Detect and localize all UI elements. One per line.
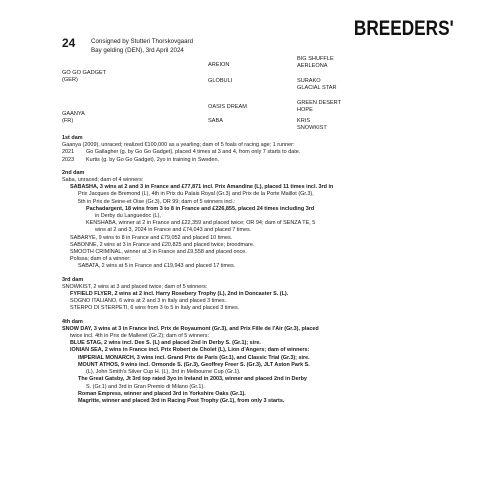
fourth-dam-line: twice incl. 4th in Prix de Malleret (Gr.2); dam of 5 winners: (70, 333, 210, 340)
dd-dam: SNOWKIST (297, 125, 327, 131)
third-dam-line: FYFIELD FLYER, 2 wins at 2 incl. Harry Rosebery Trophy (L), 2nd in Doncaster S. (L). (70, 291, 289, 298)
second-dam-line: Polissa; dam of a winner: (70, 256, 131, 263)
sire-country: (GER) (62, 77, 78, 83)
ds-dam: HOPE (297, 107, 313, 113)
dam-sire: OASIS DREAM (208, 104, 247, 110)
sd-sire: SURAKO (297, 78, 321, 84)
foal-text: Go Gallagher (g. by Go Go Gadget), placed 4 times at 3 and 4, from only 7 starts to date. (86, 149, 301, 156)
second-dam-line: SABASHA, 3 wins at 2 and 3 in France and £77,871 incl. Prix Amandine (L), placed 11 times incl. 3rd in (70, 184, 334, 191)
fourth-dam-line: Magritte, winner and placed 3rd in Racing Post Trophy (Gr.1), from only 3 starts. (78, 397, 285, 404)
ss-dam: AERLEONA (297, 63, 328, 69)
third-dam-line: SOGNO ITALIANO, 6 wins at 2 and 3 in Italy and placed 3 times. (70, 298, 227, 305)
horse-description: Bay gelding (DEN), 3rd April 2024 (91, 46, 184, 54)
breeders-logo: BREEDERS' (354, 17, 454, 40)
second-dam-line: SABATA, 2 wins at 5 in France and £19,943 and placed 17 times. (78, 263, 236, 270)
dam: GAANYA (62, 111, 85, 117)
fourth-dam-line: S. (Gr.1) and 3rd in Gran Premio di Milano (Gr.1). (86, 383, 205, 390)
second-dam-line: SMOOTH CRIMINAL, winner at 3 in France and £9,558 and placed once. (70, 249, 247, 256)
sire-sire: AREION (208, 62, 230, 68)
consignor: Consigned by Stutteri Thorskovgaard (91, 38, 194, 45)
sire-dam: GLOBULI (208, 78, 233, 84)
foal-year: 2021 (62, 149, 75, 156)
fourth-dam-line: SNOW DAY, 3 wins at 3 in France incl. Prix de Royaumont (Gr.3), and Prix Fille de l'Air (Gr.3), placed (62, 325, 319, 332)
second-dam-line: SABARYE, 9 wins to 8 in France and £79,052 and placed 10 times. (70, 234, 233, 241)
foal-year: 2023 (62, 156, 75, 163)
sd-dam: GLACIAL STAR (297, 85, 337, 91)
fourth-dam-line: Roman Empress, winner and placed 3rd in Yorkshire Oaks (Gr.1). (78, 390, 246, 397)
second-dam-line: SABONNE, 2 wins at 3 in France and £20,825 and placed twice; broodmare. (70, 241, 255, 248)
fourth-dam-line: IONIAN SEA, 2 wins in France incl. Prix Robert de Cholet (L), Lion d'Angers; dam of winners: (70, 347, 310, 354)
fourth-dam-line: (L), John Smith's Silver Cup H. (L), 3rd in Melbourne Cup (Gr.1). (86, 369, 241, 376)
foal-text: Kurtis (g. by Go Go Gadget), 2yo in training in Sweden. (86, 156, 219, 163)
second-dam-line: wins at 2 and 3, 2024 in France and £74,043 and placed 7 times. (95, 227, 252, 234)
sire: GO GO GADGET (62, 70, 107, 76)
second-dam-intro: Saba, unraced; dam of 4 winners: (62, 177, 144, 184)
fourth-dam-line: MOUNT ATHOS, 9 wins incl. Ormonde S. (Gr.3), Geoffrey Freer S. (Gr.3), JLT Aston Park S. (78, 361, 310, 368)
catalogue-body (62, 135, 462, 405)
second-dam-heading: 2nd dam (62, 169, 85, 176)
fourth-dam-heading: 4th dam (62, 318, 83, 325)
first-dam-heading: 1st dam (62, 135, 83, 141)
second-dam-line: 5th in Prix de Seine-et Oise (Gr.3), OR 99; dam of 5 winners incl.: (78, 198, 236, 205)
consignment-info (91, 38, 193, 55)
first-dam-text: Gaanya (2009), unraced; realized €100,000 as a yearling; dam of 5 foals of racing age; 1 runner: (62, 142, 295, 149)
fourth-dam-line: IMPERIAL MONARCH, 3 wins incl. Grand Prix de Paris (Gr.1), and Classic Trial (Gr.3); sire. (78, 354, 310, 361)
third-dam-intro: SNOWKIST, 2 wins at 3 and placed twice; dam of 5 winners: (62, 283, 208, 290)
second-dam-line: KENSHABA, winner at 2 in France and £22,359 and placed twice; OR 94; dam of SENZA TE, 5 (86, 220, 316, 227)
dd-sire: KRIS (297, 118, 311, 124)
dam-country: (FR) (62, 118, 74, 124)
dam-dam: SABA (208, 118, 223, 124)
foal-row (62, 157, 462, 164)
fourth-dam-line: The Great Gatsby, Jt 3rd top rated 3yo in Ireland in 2003, winner and placed 2nd in Derby (78, 376, 307, 383)
lot-number: 24 (62, 36, 76, 50)
third-dam-heading: 3rd dam (62, 276, 84, 283)
second-dam-line: in Derby du Languedoc (L), (95, 213, 161, 220)
second-dam-line: Pachadargent, 18 wins from 3 to 8 in France and £226,855, placed 24 times including 3rd (86, 205, 315, 212)
ss-sire: BIG SHUFFLE (297, 56, 334, 62)
fourth-dam-line: BLUE STAG, 2 wins incl. Dee S. (L) and placed 2nd in Derby S. (Gr.1); sire. (70, 340, 261, 347)
third-dam-line: STERPO DI STERPETI, 6 wins from 3 to 5 in Italy and placed 3 times. (70, 305, 240, 312)
foal-row (62, 149, 462, 156)
ds-sire: GREEN DESERT (297, 100, 342, 106)
second-dam-line: Prix Jacques de Bremond (L), 4th in Prix du Palais Royal (Gr.3) and Prix de la Porte Maillot (Gr.3), (78, 191, 314, 198)
